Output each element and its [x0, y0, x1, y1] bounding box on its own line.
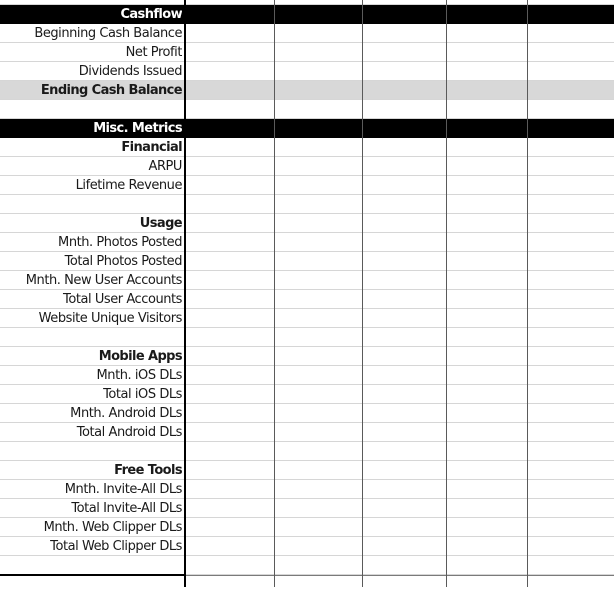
usage-section-label: Usage [139, 216, 182, 231]
total-invite-all-dls-row[interactable] [0, 499, 614, 518]
total-invite-all-dls-label: Total Invite-All DLs [71, 501, 182, 516]
cashflow-header: Cashflow [120, 7, 182, 22]
column-divider [362, 0, 363, 587]
mnth-photos-posted-row[interactable] [0, 233, 614, 252]
mnth-new-user-accounts-label: Mnth. New User Accounts [25, 273, 182, 288]
net-profit-row[interactable] [0, 43, 614, 62]
total-android-dls-row[interactable] [0, 423, 614, 442]
beginning-cash-balance-row[interactable] [0, 24, 614, 43]
total-user-accounts-row[interactable] [0, 290, 614, 309]
cashflow-header-row[interactable] [0, 5, 614, 24]
mnth-invite-all-dls-row[interactable] [0, 480, 614, 499]
column-divider [527, 0, 528, 587]
mnth-invite-all-dls-label: Mnth. Invite-All DLs [64, 482, 182, 497]
free-tools-section-label: Free Tools [114, 463, 182, 478]
mnth-ios-dls-label: Mnth. iOS DLs [96, 368, 182, 383]
mnth-android-dls-row[interactable] [0, 404, 614, 423]
column-divider [446, 0, 447, 587]
total-web-clipper-dls-label: Total Web Clipper DLs [50, 539, 182, 554]
mnth-android-dls-label: Mnth. Android DLs [70, 406, 182, 421]
misc-metrics-header: Misc. Metrics [93, 121, 182, 136]
website-unique-visitors-label: Website Unique Visitors [38, 311, 182, 326]
financial-section-row[interactable] [0, 138, 614, 157]
total-ios-dls-row[interactable] [0, 385, 614, 404]
mnth-new-user-accounts-row[interactable] [0, 271, 614, 290]
empty-row[interactable] [0, 100, 614, 119]
empty-row[interactable] [0, 328, 614, 347]
mobile-apps-section-label: Mobile Apps [98, 349, 182, 364]
net-profit-label: Net Profit [125, 45, 182, 60]
ending-cash-balance-row[interactable] [0, 81, 614, 100]
dividends-issued-label: Dividends Issued [78, 64, 182, 79]
empty-row[interactable] [0, 442, 614, 461]
total-android-dls-label: Total Android DLs [76, 425, 182, 440]
mnth-photos-posted-label: Mnth. Photos Posted [58, 235, 182, 250]
arpu-label: ARPU [148, 159, 182, 174]
total-photos-posted-label: Total Photos Posted [64, 254, 182, 269]
financial-section-label: Financial [121, 140, 182, 155]
free-tools-section-row[interactable] [0, 461, 614, 480]
mobile-apps-section-row[interactable] [0, 347, 614, 366]
ending-cash-balance-label: Ending Cash Balance [40, 83, 182, 98]
mnth-ios-dls-row[interactable] [0, 366, 614, 385]
arpu-row[interactable] [0, 157, 614, 176]
column-divider [274, 0, 275, 587]
mnth-web-clipper-dls-label: Mnth. Web Clipper DLs [43, 520, 182, 535]
total-ios-dls-label: Total iOS DLs [103, 387, 182, 402]
total-web-clipper-dls-row[interactable] [0, 537, 614, 556]
beginning-cash-balance-label: Beginning Cash Balance [34, 26, 182, 41]
usage-section-row[interactable] [0, 214, 614, 233]
empty-row[interactable] [0, 576, 614, 595]
total-photos-posted-row[interactable] [0, 252, 614, 271]
empty-row[interactable] [0, 195, 614, 214]
empty-row[interactable] [0, 556, 614, 575]
label-column-border [184, 0, 186, 587]
dividends-issued-row[interactable] [0, 62, 614, 81]
mnth-web-clipper-dls-row[interactable] [0, 518, 614, 537]
lifetime-revenue-row[interactable] [0, 176, 614, 195]
website-unique-visitors-row[interactable] [0, 309, 614, 328]
total-user-accounts-label: Total User Accounts [63, 292, 182, 307]
misc-metrics-header-row[interactable] [0, 119, 614, 138]
lifetime-revenue-label: Lifetime Revenue [75, 178, 182, 193]
